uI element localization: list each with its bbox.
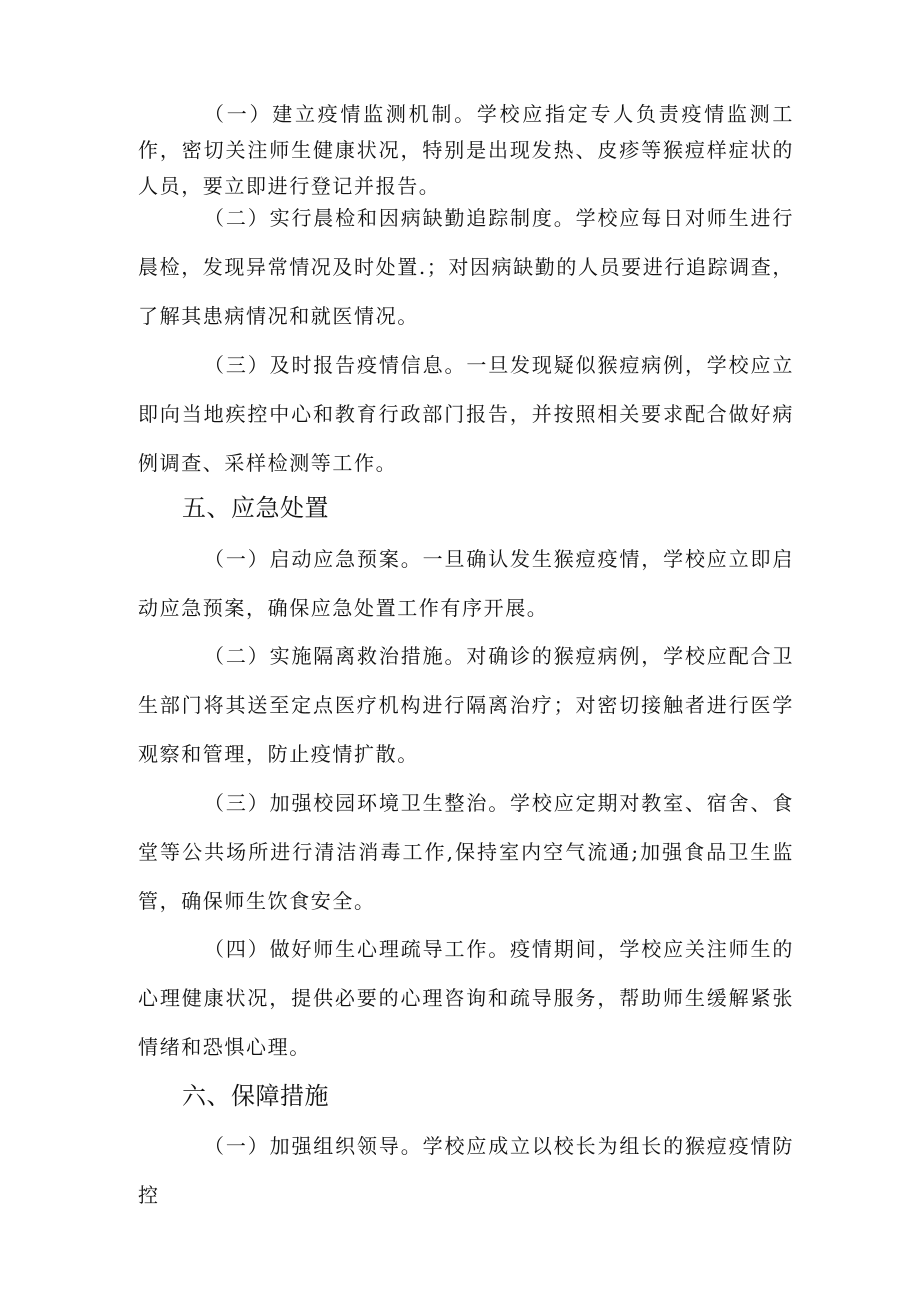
paragraph-emergency-plan: （一）启动应急预案。一旦确认发生猴痘疫情，学校应立即启动应急预案，确保应急处置工作有序开展。 <box>138 547 794 620</box>
heading-emergency-response: 五、应急处置 <box>182 494 329 522</box>
heading-safeguard-measures: 六、保障措施 <box>182 1082 329 1110</box>
paragraph-psychological-counseling: （四）做好师生心理疏导工作。疫情期间，学校应关注师生的心理健康状况，提供必要的心理咨询和疏导服务，帮助师生缓解紧张情绪和恐惧心理。 <box>138 937 794 1059</box>
paragraph-campus-hygiene: （三）加强校园环境卫生整治。学校应定期对教室、宿舍、食堂等公共场所进行清洁消毒工作,保持室内空气流通;加强食品卫生监管，确保师生饮食安全。 <box>138 791 794 913</box>
paragraph-morning-check: （二）实行晨检和因病缺勤追踪制度。学校应每日对师生进行晨检，发现异常情况及时处置.；对因病缺勤的人员要进行追踪调查，了解其患病情况和就医情况。 <box>138 206 794 328</box>
paragraph-organization-leadership: （一）加强组织领导。学校应成立以校长为组长的猴痘疫情防控 <box>138 1134 794 1207</box>
paragraph-report-epidemic: （三）及时报告疫情信息。一旦发现疑似猴痘病例，学校应立即向当地疾控中心和教育行政部门报告，并按照相关要求配合做好病例调查、采样检测等工作。 <box>138 353 794 475</box>
paragraph-isolation-treatment: （二）实施隔离救治措施。对确诊的猴痘病例，学校应配合卫生部门将其送至定点医疗机构进行隔离治疗；对密切接触者进行医学观察和管理，防止疫情扩散。 <box>138 644 794 766</box>
paragraph-monitoring-mechanism: （一）建立疫情监测机制。学校应指定专人负责疫情监测工作，密切关注师生健康状况，特别是出现发热、皮疹等猴痘样症状的人员，要立即进行登记并报告。 <box>138 102 794 198</box>
